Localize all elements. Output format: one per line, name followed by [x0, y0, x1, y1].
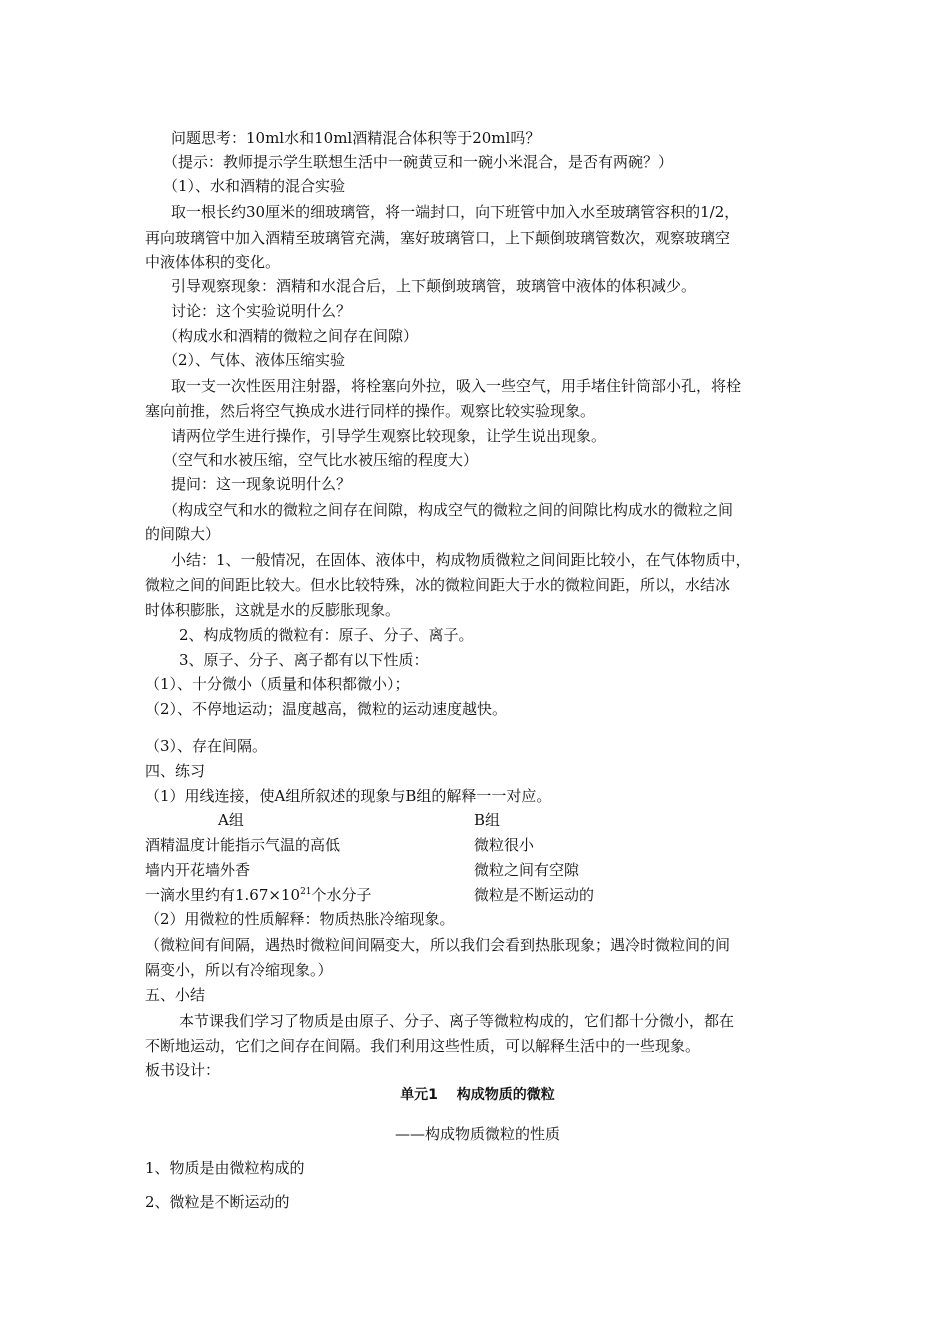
group-a-item: 墙内开花墙外香	[145, 861, 251, 879]
conclusion-line: 不断地运动，它们之间存在间隔。我们利用这些性质，可以解释生活中的一些现象。	[145, 1037, 701, 1055]
experiment-2-heading: （2）、气体、液体压缩实验	[163, 351, 346, 369]
paragraph-line: 讨论：这个实验说明什么？	[171, 302, 352, 320]
group-b-item: 微粒是不断运动的	[474, 886, 595, 904]
board-design-label: 板书设计：	[145, 1061, 221, 1079]
summary-line: 2、构成物质的微粒有：原子、分子、离子。	[179, 626, 474, 644]
property-item: （3）、存在间隔。	[145, 737, 268, 755]
paragraph-line: （空气和水被压缩，空气比水被压缩的程度大）	[163, 451, 479, 469]
paragraph-line: （构成水和酒精的微粒之间存在间隙）	[163, 327, 419, 345]
group-a-item: 酒精温度计能指示气温的高低	[145, 836, 341, 854]
exponent: 21	[300, 887, 312, 897]
paragraph-line: 再向玻璃管中加入酒精至玻璃管充满，塞好玻璃管口，上下颠倒玻璃管数次，观察玻璃空	[145, 229, 731, 247]
experiment-1-heading: （1）、水和酒精的混合实验	[163, 177, 346, 195]
board-point: 1、物质是由微粒构成的	[145, 1159, 305, 1177]
paragraph-line: 请两位学生进行操作，引导学生观察比较现象，让学生说出现象。	[171, 427, 607, 445]
answer-line: （微粒间有间隔，遇热时微粒间间隔变大，所以我们会看到热胀现象；遇冷时微粒间的间	[145, 936, 731, 954]
section-heading: 四、练习	[145, 762, 206, 780]
summary-line: 时体积膨胀，这就是水的反膨胀现象。	[145, 601, 401, 619]
exercise-line: （2）用微粒的性质解释：物质热胀冷缩现象。	[145, 910, 455, 928]
group-a-item-text: 一滴水里约有1.67×10	[145, 886, 301, 904]
board-subtitle: ——构成物质微粒的性质	[394, 1125, 560, 1143]
section-heading: 五、小结	[145, 986, 206, 1004]
paragraph-line: 取一根长约30厘米的细玻璃管，将一端封口，向下班管中加入水至玻璃管容积的1/2，	[171, 203, 740, 221]
group-b-item: 微粒很小	[474, 836, 535, 854]
board-point: 2、微粒是不断运动的	[145, 1193, 290, 1211]
group-b-item: 微粒之间有空隙	[474, 861, 580, 879]
hint-line: （提示：教师提示学生联想生活中一碗黄豆和一碗小米混合，是否有两碗？）	[163, 153, 674, 171]
conclusion-line: 本节课我们学习了物质是由原子、分子、离子等微粒构成的，它们都十分微小，都在	[179, 1012, 735, 1030]
group-a-label: A组	[218, 811, 244, 829]
exercise-line: （1）用线连接，使A组所叙述的现象与B组的解释一一对应。	[145, 787, 552, 805]
paragraph-line: 取一支一次性医用注射器，将栓塞向外拉，吸入一些空气，用手堵住针筒部小孔，将栓	[171, 377, 742, 395]
summary-line: 微粒之间的间距比较大。但水比较特殊，冰的微粒间距大于水的微粒间距，所以，水结冰	[145, 576, 731, 594]
question-line: 问题思考：10ml水和10ml酒精混合体积等于20ml吗？	[171, 129, 541, 147]
property-item: （1）、十分微小（质量和体积都微小）；	[145, 675, 410, 693]
paragraph-line: 提问：这一现象说明什么？	[171, 475, 352, 493]
board-title: 单元1 构成物质的微粒	[400, 1087, 555, 1103]
paragraph-line: 塞向前推，然后将空气换成水进行同样的操作。观察比较实验现象。	[145, 402, 596, 420]
group-a-item-suffix: 个水分子	[311, 886, 372, 904]
paragraph-line: 引导观察现象：酒精和水混合后，上下颠倒玻璃管，玻璃管中液体的体积减少。	[171, 277, 697, 295]
answer-line: 隔变小，所以有冷缩现象。）	[145, 961, 333, 979]
paragraph-line: 的间隙大）	[145, 525, 221, 543]
paragraph-line: 中液体体积的变化。	[145, 253, 281, 271]
paragraph-line: （构成空气和水的微粒之间存在间隙，构成空气的微粒之间的间隙比构成水的微粒之间	[163, 501, 734, 519]
summary-line: 3、原子、分子、离子都有以下性质：	[179, 651, 429, 669]
property-item: （2）、不停地运动；温度越高，微粒的运动速度越快。	[145, 700, 508, 718]
group-b-label: B组	[474, 811, 501, 829]
summary-line: 小结：1、一般情况，在固体、液体中，构成物质微粒之间间距比较小，在气体物质中，	[171, 551, 751, 569]
